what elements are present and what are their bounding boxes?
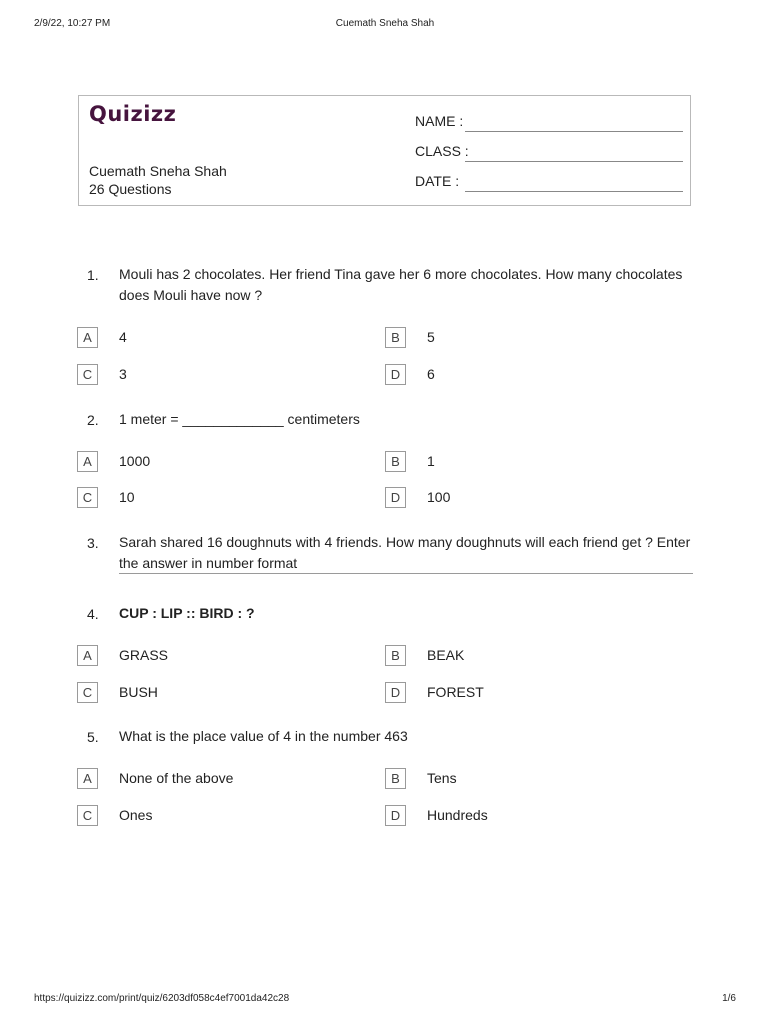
option-letter-box[interactable]: B (385, 768, 406, 789)
question-number: 5. (87, 729, 99, 745)
option-text: Tens (427, 770, 457, 786)
question-text: CUP : LIP :: BIRD : ? (119, 605, 255, 621)
print-footer (34, 993, 736, 1007)
option-text: 1 (427, 453, 435, 469)
option-text: 4 (119, 329, 127, 345)
print-title: Cuemath Sneha Shah (335, 18, 435, 29)
option-text: 1000 (119, 453, 151, 469)
name-line[interactable] (465, 131, 683, 132)
print-header (34, 18, 736, 32)
option-letter-box[interactable]: B (385, 327, 406, 348)
option-text: 10 (119, 489, 135, 505)
class-label: CLASS : (415, 143, 469, 159)
question-text: Mouli has 2 chocolates. Her friend Tina gave her 6 more chocolates. How many chocolates does Mouli have now ? (119, 266, 683, 303)
question-number: 4. (87, 606, 99, 622)
date-field[interactable] (415, 173, 683, 193)
class-field[interactable] (415, 143, 683, 163)
option-letter-box[interactable]: A (77, 451, 98, 472)
class-line[interactable] (465, 161, 683, 162)
option-text: BUSH (119, 684, 158, 700)
option-letter-box[interactable]: D (385, 364, 406, 385)
option-letter-box[interactable]: D (385, 487, 406, 508)
option-text: 6 (427, 366, 435, 382)
question-text: 1 meter = _____________ centimeters (119, 411, 360, 427)
option-letter-box[interactable]: A (77, 645, 98, 666)
option-letter-box[interactable]: A (77, 768, 98, 789)
answer-input-line[interactable] (119, 573, 693, 574)
quiz-title: Cuemath Sneha Shah (89, 163, 227, 179)
quizizz-logo: Quizizz (89, 102, 177, 126)
option-letter-box[interactable]: B (385, 451, 406, 472)
page-number: 1/6 (722, 993, 736, 1004)
quiz-header-box (78, 95, 691, 206)
print-url[interactable]: https://quizizz.com/print/quiz/6203df058c4ef7001da42c28 (34, 993, 290, 1004)
name-field[interactable] (415, 113, 683, 133)
option-text: 5 (427, 329, 435, 345)
option-letter-box[interactable]: B (385, 645, 406, 666)
print-datetime: 2/9/22, 10:27 PM (34, 18, 111, 29)
option-text: Ones (119, 807, 153, 823)
option-text: GRASS (119, 647, 169, 663)
option-text: 100 (427, 489, 451, 505)
name-label: NAME : (415, 113, 464, 129)
option-letter-box[interactable]: C (77, 805, 98, 826)
option-text: BEAK (427, 647, 465, 663)
option-letter-box[interactable]: C (77, 682, 98, 703)
question-text: Sarah shared 16 doughnuts with 4 friends. How many doughnuts will each friend get ? Enter the answer in number format (119, 534, 691, 571)
question-text: What is the place value of 4 in the number 463 (119, 728, 408, 744)
question-number: 1. (87, 267, 99, 283)
option-text: FOREST (427, 684, 484, 700)
option-letter-box[interactable]: A (77, 327, 98, 348)
question-count: 26 Questions (89, 181, 172, 197)
option-text: None of the above (119, 770, 234, 786)
option-letter-box[interactable]: D (385, 805, 406, 826)
option-text: Hundreds (427, 807, 488, 823)
question-number: 3. (87, 535, 99, 551)
date-label: DATE : (415, 173, 460, 189)
question-number: 2. (87, 412, 99, 428)
option-letter-box[interactable]: D (385, 682, 406, 703)
option-text: 3 (119, 366, 127, 382)
date-line[interactable] (465, 191, 683, 192)
option-letter-box[interactable]: C (77, 364, 98, 385)
option-letter-box[interactable]: C (77, 487, 98, 508)
